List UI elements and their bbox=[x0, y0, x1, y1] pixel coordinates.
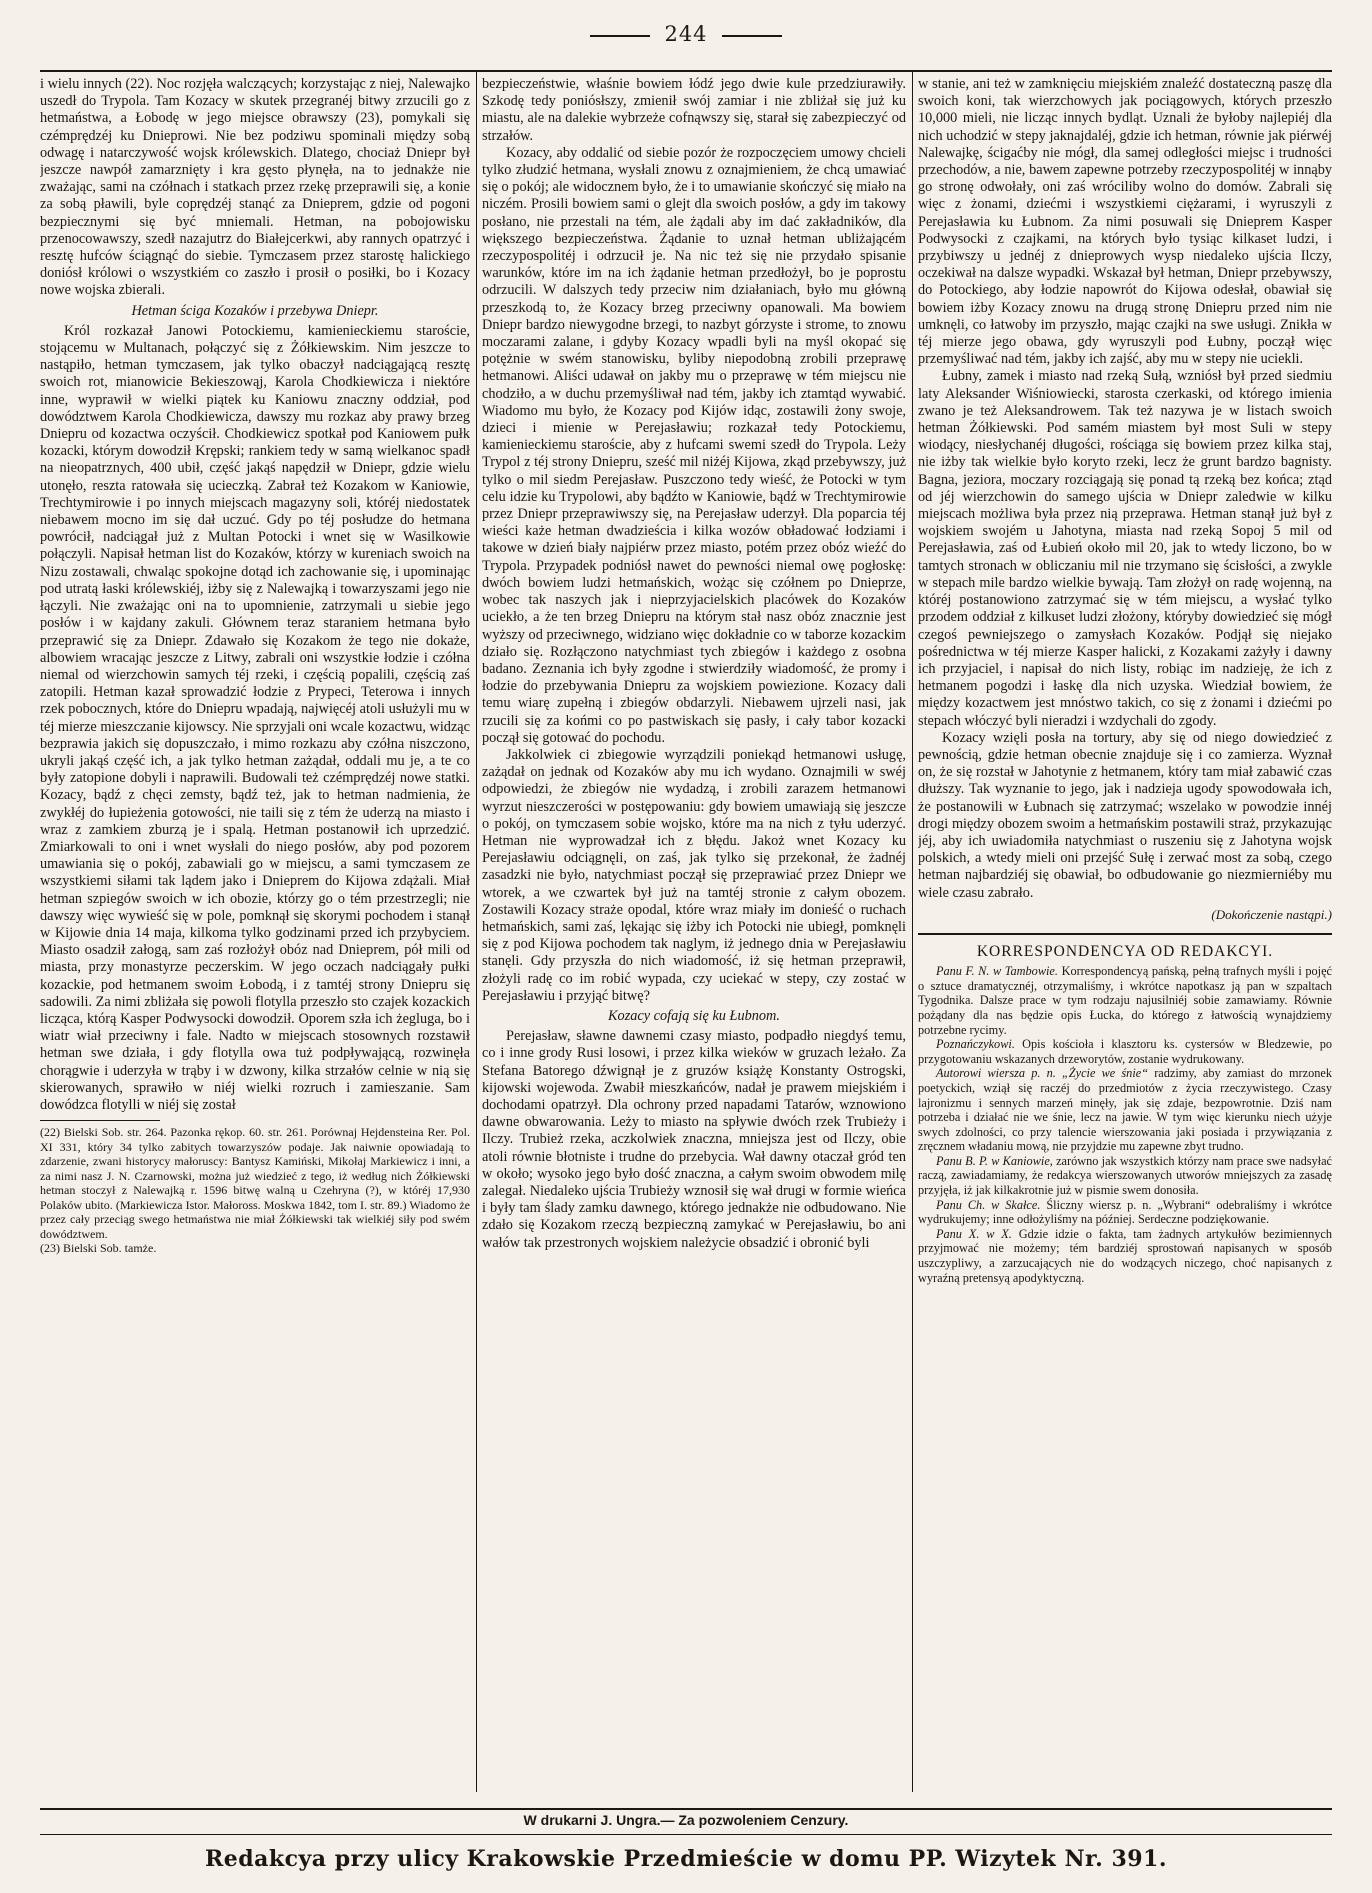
correspondence-addressee: Autorowi wiersza p. n. „Życie we śnie“ bbox=[936, 1066, 1149, 1081]
page-number-header bbox=[0, 22, 1372, 46]
column-2 bbox=[482, 76, 906, 1776]
correspondence-text: Gdzie idzie o fakta, tam żadnych artykułów bezimiennych przyjmować nie możemy; tém bardziéj sprostowań napisanych w sposób uszczypliwy, a zarzucających nie do wodzących niczego, choć napisanych z wyraźną pretensyą apodyktyczną. bbox=[918, 1226, 1332, 1285]
correspondence-addressee: Panu F. N. w Tambowie. bbox=[936, 964, 1058, 979]
correspondence-addressee: Panu B. P. w Kaniowie, bbox=[936, 1153, 1053, 1168]
header-rule-right bbox=[722, 35, 782, 37]
footnote-rule bbox=[40, 1120, 160, 1121]
column-2-paragraph: Perejasław, sławne dawnemi czasy miasto, podpadło niegdyś temu, co i inne grody Rusi losowi, i przez kilka wieków w gruzach leżało. Za Stefana Batorego dźwignął je z gruzów książę Konstanty Ostrogski, kijowski wojewoda. Zwabił mieszkańców, nadał je prawem miejskiém i dochodami opatrzył. Dla ochrony przed napadami Tatarów, wznowiono dawne obwarowania. Leży to miasto na spływie dwóch rzek Trubieży i Ilczy. Trubież rzeka, aczkolwiek znaczna, mniejsza jest od Ilczy, obie atoli równie błotniste i trudne do przebycia. Wał dawny otaczał gród ten w około; wysoko jego było dość znaczna, a całym swoim obwodem milę zalegał. Niedaleko ujścia Trubieży wznosił się wał drugi w formie wieńca i były tam ślady zamku dawnego, którego jednakże nie odbudowano. Nie zdało się Kozakom rzeczą bezpieczną zamykać w Perejasławiu, bo ani wałów tak przestronych wojskiem należycie obsadzić i obronić byli bbox=[482, 1028, 906, 1251]
footnote: (23) Bielski Sob. tamże. bbox=[40, 1241, 157, 1256]
column-divider-1 bbox=[476, 72, 477, 1792]
correspondence-item bbox=[918, 1037, 1332, 1066]
correspondence-item bbox=[918, 1154, 1332, 1198]
continuation-note: (Dokończenie nastąpi.) bbox=[1211, 906, 1332, 922]
footnote: (22) Bielski Sob. str. 264. Pazonka rękop. 60. str. 261. Porównaj Hejdensteina Rer. Pol. XI 331, który 34 tylko zabitych towarzyszów podaje. Jak naiwnie opowiadają to zdarzenie, zwani historycy małoruscy: Bantysz Kamiński, Mikołaj Markiewicz i inni, a za nimi nasz J. N. Czarnowski, można już wiedzieć z tego, iż według nich Żółkiewski hetman stoczył z Nalewajką r. 1596 bitwę walną u Czehryna (?), w któréj 17,930 Polaków ubito. (Markiewicza Istor. Małoross. Moskwa 1842, tom I. str. 89.) Wiadomo że przez cały przeciąg swego hetmaństwa nie miał Żółkiewski tak wielkiéj siły pod swém dowództwem. bbox=[40, 1125, 470, 1241]
correspondence-text: Śliczny wiersz p. n. „Wybrani“ odebraliśmy i wkrótce wydrukujemy; inne odłożyliśmy na później. Serdeczne podziękowanie. bbox=[918, 1197, 1332, 1227]
correspondence-section bbox=[918, 964, 1332, 1285]
correspondence-item bbox=[918, 1227, 1332, 1285]
correspondence-item bbox=[918, 964, 1332, 1037]
column-2-paragraph: Jakkolwiek ci zbiegowie wyrządzili poniekąd hetmanowi usługę, zażądał on jednak od Kozaków aby mu ich wydano. Oznajmili w swéj odpowiedzi, że zbiegów nie wydadzą, i zrobili zarazem hetmanowi wyrzut nieszczerości w postępowaniu: gdy bowiem umawiają się jeszcze o pokój, on tymczasem sobie wojsko, które ma na nich z tyłu uderzyć. Hetman nie wyprowadzał ich z błędu. Jakoż wnet Kozacy ku Perejasławiu odciągnęli, on zaś, jak tylko się przekonał, że żadnéj zasadzki nie było, natychmiast począł się przeprawiać przez Dniepr we wtorek, a we czwartek był już na tamtéj stronie z całym obozem. Zostawili Kozacy straże opodal, które wraz miały im donieść o ruchach hetmańskich, sami zaś, lękając się iżby ich Potocki nie ubiegł, pomknęli się z pod Kijowa pochodem tak naglym, iż jednego dnia w Perejasławiu stanęli. Gdy przyszła do nich wiadomość, iż się hetman przeprawił, złożyli radę co im robić wypada, czy uciekać w stepy, czy zostać w Perejasławiu i przyjąć bitwę? bbox=[482, 746, 906, 1004]
correspondence-text: radzimy, aby zamiast do mrzonek poetyckich, wziął się raczéj do przedmiotów z życia rzeczywistego. Czasy lajronizmu i sennych marzeń minęły, jak się zdaje, bezpowrotnie. Dziś nam potrzeba i działać nie we śnie, lecz na jawie. W tym więc kierunku niech użyje swych zdolności, co przy talencie wierszowania jaki posiada i przywiązania z zręcznem władaniu mową, nie przyjdzie mu zapewne zbyt trudno. bbox=[918, 1066, 1332, 1154]
correspondence-addressee: Panu X. w X. bbox=[936, 1226, 1012, 1241]
top-rule bbox=[40, 70, 1332, 72]
column-1 bbox=[40, 76, 470, 1801]
page-number: 244 bbox=[664, 22, 708, 46]
column-3-paragraph: Kozacy wzięli posła na tortury, aby się od niego dowiedzieć z pewnością, gdzie hetman obecnie znajduje się i co zamierza. Wyznał on, że się rozstał w Jahotynie z hetmanem, który tam miał zabawić czas dłuższy. Tak wyznanie to jego, jak i nadzieja ugody spowodowała ich, że postanowili w Łubnach się zatrzymać; wszelako w powodzie innéj drogi między obozem swoim a hetmańskim postawili straż, przykazując jéj, aby ich uwiadomiła natychmiast o ruszeniu się z Jahotyna wojsk polskich, a wtedy mieli oni przejść Sułę i zerwać most za sobą, czego hetman najbardziéj się obawiał, bo odbudowanie go niezmierniéby mu wiele czasu zabrało. bbox=[918, 729, 1332, 901]
column-3 bbox=[918, 76, 1332, 1776]
correspondence-text: zarówno jak wszystkich którzy nam prace swe nadsyłać raczą, zawiadamiamy, że redakcya wierszowanych utworów mniejszych za zasadę przyjęła, iż jak kilkakrotnie już w pismie swem donosiła. bbox=[918, 1153, 1332, 1198]
correspondence-addressee: Poznańczykowi. bbox=[936, 1037, 1015, 1052]
bottom-rule-thin bbox=[40, 1834, 1332, 1835]
section-subhead: Hetman ściga Kozaków i przebywa Dniepr. bbox=[131, 302, 379, 319]
printer-line: W drukarni J. Ungra.— Za pozwoleniem Cenzury. bbox=[523, 1812, 849, 1828]
correspondence-text: Korrespondencyą pańską, pełną trafnych myśli i pojęć o sztuce dramatycznéj, otrzymaliśmy, i wkrótce napotkasz ją pan w szpaltach Tygodnika. Dalsze prace w tym rodzaju najusilniéj sobie zamawiamy. Równie pożądany dla nas będzie opis Łucka, do którego z łatwością wynajdziemy potrzebne rycimy. bbox=[918, 964, 1332, 1037]
section-subhead: Kozacy cofają się ku Łubnom. bbox=[608, 1007, 780, 1024]
correspondence-addressee: Panu Ch. w Skałce. bbox=[936, 1197, 1041, 1212]
bottom-rule bbox=[40, 1808, 1332, 1810]
editorial-address: Redakcya przy ulicy Krakowskie Przedmieście w domu PP. Wizytek Nr. 391. bbox=[204, 1846, 1168, 1872]
column-1-paragraph: i wielu innych (22). Noc rozjęła walczących; korzystając z niej, Nalewajko uszedł do Trypola. Tam Kozacy w skutek przegranéj bitwy zrzucili go z hetmaństwa, a Łobodę w jego miejsce obrawszy (23), pomykali się czémprędzéj ku Dnieprowi. Nie bez podziwu spominali między sobą odwagę i natarczywość wojsk królewskich. Dlatego, chociaż Dniepr był jeszcze nawpół zamarznięty i kra gęsto płynęła, na to jednakże nie zważając, sami na czółnach i statkach przez rzekę przeprawili się, a konie za sobą pławili, byle coprędzéj stanąć za Dnieprem, gdzie od pogoni bezpiecznymi się być mniemali. Hetman, na pobojowisku przenocowawszy, szedł nazajutrz do Białejcerkwi, aby rannych opatrzyć i resztę hufców ściągnąć do siebie. Tymczasem przez starostę halickiego doniósł królowi o wszystkiém co zaszło i prosił o posiłki, bo i Kozacy nowe wojska zbierali. bbox=[40, 76, 470, 299]
correspondence-item bbox=[918, 1066, 1332, 1154]
correspondence-text: Opis kościoła i klasztoru ks. cystersów w Bledzewie, po przygotowaniu wskazanych drzeworytów, zostanie wydrukowany. bbox=[918, 1037, 1332, 1066]
column-2-paragraph: Kozacy, aby oddalić od siebie pozór że rozpoczęciem umowy chcieli tylko złudzić hetmana, wysłali znowu z oznajmieniem, że chcą umawiać się o pokój; ale widocznem było, że i to umawianie skończyć się miało na niczém. Prosili bowiem sami o glejt dla swoich posłów, a gdy im takowy posłano, nie przestali na tém, ale żądali aby im dać zakładników, dla większego bezpieczeństwa. Żądanie to uznał hetman ubliżającém rzeczypospolitéj i odrzucił je. Na nic też się nie przydało spisanie warunków, które im na ich żądanie hetman przedłożył, bo je poprostu odrzucili. W dalszych tedy przeciw nim działaniach, było mu główną przeszkodą to, że Kozacy brzeg przeciwny opanowali. Ma bowiem Dniepr bardzo niewygodne brzegi, to nazbyt górzyste i strome, to znowu moczarami zalane, i gdyby Kozacy wpadli byli na myśl okopać się potężnie w swém stanowisku, byliby niepodobną zrobili przeprawę hetmanowi. Aliści udawał on jakby mu o przeprawę w tém miejscu nie chodziło, a w duchu przemyśliwał nad tém, jakby ich ztamtąd wywabić. Wiadomo mu było, że Kozacy pod Kijów idąc, zostawili żony swoje, dzieci i mienie w Perejasławiu; rozkazał tedy Potockiemu, kamienieckiemu staroście, aby z hufcami swemi szedł do Trypola. Leży Trypol z téj strony Dniepru, sześć mil niżéj Kijowa, zkąd przebywszy, już tylko o mil siedm Perejasław. Puszczono tedy wieść, że Potocki w tym celu idzie ku Trypolowi, aby bądźto w Kaniowie, bądź w Trechtymirowie przez Dniepr przeprawiwszy się, na Perejasław uderzył. Dla poparcia téj wieści każe hetman dwadzieścia i kilka wozów obładować łodziami i takowe w dzień biały najpiérw przez miasto, potém przez obóz wieźć do Trypola. Przypadek podniósł nawet do pewności niemal owę pogłoskę: dwóch bowiem ludzi hetmańskich, wożąc się czółnem po Dnieprze, wobec tak naszych jak i nieprzyjacielskich placówek do Kozaków uciekło, a że ten brzeg Dniepru na którym stał nasz obóz znacznie jest wyższy od przeciwnego, widziano więc dokładnie co w taborze kozackim działo się. Rozłączono natychmiast tych zbiegów i każdego z osobna badano. Zeznania ich były zgodne i stwierdziły wiadomość, że promy i łodzie do przebywania Dniepru za wojskiem powiezione. Kozacy dali temu wiarę zupełną i zbiegów obdarzyli. Niebawem ujrzeli nasi, jak rzucili się za końmi co po pastwiskach się pasły, i cały tabor kozacki począł się gotować do pochodu. bbox=[482, 144, 906, 746]
header-rule-left bbox=[590, 35, 650, 37]
column-2-paragraph: bezpieczeństwie, właśnie bowiem łódź jego dwie kule przedziurawiły. Szkodę tedy poniósłszy, zmienił swój zamiar i nie zbliżał się już ku miastu, ale na dalekie wybrzeże cofnąwszy się, starał się zabezpieczyć od strzałów. bbox=[482, 76, 906, 144]
correspondence-item bbox=[918, 1198, 1332, 1227]
column-divider-2 bbox=[912, 72, 913, 1792]
column-1-paragraph: Król rozkazał Janowi Potockiemu, kamienieckiemu staroście, stojącemu w Multanach, połączyć się z Żółkiewskim. Nim jeszcze to nastąpiło, hetman tymczasem, jak tylko obaczył nadciągającą resztę swoich rot, mianowicie Bekieszowąj, Karola Chodkiewicza i niektóre inne, wyprawił w wielki piątek ku Kaniowu znaczny oddział, pod dowództwem Karola Chodkiewicza, dawszy mu rozkaz aby prawy brzeg Dniepru od kozactwa oczyścił. Chodkiewicz spotkał pod Kaniowem pułk kozacki, którym dowodził Krępski; rankiem tedy w samą wielkanoc spadł na nieopatrznych, 400 ubił, część jakąś napędził w Dniepr, gdzie wielu utonęło, reszta ratowała się ucieczką. Zabrał też Kozakom w Kaniowie, Trechtymirowie i po innych miejscach magazyny soli, któréj niedostatek niebawem mocno im się dał uczuć. Gdy po téj posłudze do hetmana powrócił, nadciągał już z Multan Potocki i wnet się w Wasilkowie połączyli. Napisał hetman list do Kozaków, którzy w kureniach swoich na Nizu zostawali, chwaląc spokojne dotąd ich zachowanie się, i upominając pod utratą łaski królewskiéj, iżby się z Nalewajką i towarzyszami jego nie łączyli. Nie zważając oni na to upomnienie, zatrzymali u siebie jego posłów i w kajdany zakuli. Głównem teraz staraniem hetmana było przeprawić się za Dniepr. Zdawało się Kozakom że tego nie dokaże, albowiem wracając jeszcze z Litwy, zabrali oni wszystkie łodzie i czółna niemal od wierzchowin samych téj rzeki, i częścią popalili, częścią zaś zatopili. Hetman kazał sprowadzić łodzie z Prypeci, Teterowa i innych rzek pobocznych, które do Dniepru wpadają, najwięcéj atoli usłużyli mu w téj mierze mieszczanie kijowscy. Nie sprzyjali oni wcale kozactwu, widząc bezprawia jakich się dopuszczało, i mimo rozkazu aby czółna niszczono, ukryli jakąś część ich, a jak tylko hetman zażądał, oddali mu je, a te co były zatopione dobyli i naprawili. Budowali też czémprędzéj nowe statki. Kozacy, bądź z chęci zemsty, bądź też, jak to hetman nadmienia, że zwykłéj do łupieżenia gotowości, nie taili się z tém że uderzą na miasto i wraz z zamkiem zburzą je i spalą. Hetman postanowił ich uprzedzić. Zmiarkowali to oni i wnet wysłali do niego posłów, aby pod pozorem umawiania się o pokój, zabawiali go w miejscu, a sami tymczasem ze wszystkiemi siłami tak lądem jako i Dnieprem do Kijowa zdążali. Miał hetman szpiegów swoich w ich obozie, którzy go o tém przestrzegli; nie dawszy więc wywieść się w pole, pomknął się skorymi pochodem i stanął w Kijowie dnia 14 maja, kilkoma tylko godzinami przed ich przybyciem. Miasto osadził załogą, sam zaś rozłożył obóz nad Dnieprem, pół mili od miasta, przy monastyrze peczerskim. W jego oczach nadciągały pułki kozackie, pod hetmanem swoim Łobodą, i z tamtéj strony Dniepru się sadowili. Za nimi zbliżała się powoli flotylla przeszło sto czajek kozackich licząca, którą Kasper Podwysocki dowodził. Oporem szła ich żegluga, bo i wiatr wiał przeciwny i fale. Nadto w miejscach stosownych rozstawił hetman swe działa, i gdy flotylla owa tuż podpływającą, rozwinęła chorągwie i uderzyła w trąby i w dzwony, kilka strzałów celnie w nią się skierowanych, sprawiło w niéj wielki rozruch i zamieszanie. Sam dowódzca flotylli w niéj się został bbox=[40, 322, 470, 1113]
column-3-paragraph: Łubny, zamek i miasto nad rzeką Sułą, wzniósł był przed siedmiu laty Aleksander Wiśniowiecki, starosta czerkaski, od którego imienia zwano je też Aleksandrowem. Tak też nazywa je w listach swoich hetman Żółkiewski. Pod samém miastem był most Suli w stepy wiodący, niesłychanéj długości, rościąga się bowiem przez kilka staj, nie iżby tak wielkie było koryto rzeki, lecz że grunt bardzo bagnisty. Bagna, jeziora, moczary rozciągają się ponad tą rzeką bez końca; ztąd od jéj wierzchowin do samego ujścia w Dniepr zaledwie w kilku miejscach możliwa była przez nią przeprawa. Hetman stanął już był z wojskiem swojém u Jahotyna, miasta nad rzeką Sopoj 5 mil od Perejasławia, zaś od Łubień około mil 20, jak to wtedy liczono, bo w tamtych stronach w obliczaniu mil nie trzymano się ścisłości, a zwykle w stepach mile bardzo wielkie bywają. Tam złożył on radę wojenną, na któréj postanowiono zatrzymać się w tém miejscu, a wysłać tylko przodem oddział z kilkuset ludzi złożony, któryby dowiedzieć się mógł czegoś pewniejszego o zamysłach Kozaków. Podjął się niejako pośrednictwa w téj mierze Kasper halicki, z Kozakami zażyły i dawny ich przyjaciel, i napisał do nich listy, robiąc im nadzieję, że ich z hetmanem pogodzi i łaskę dla nich uzyska. Wiedział bowiem, że między kozactwem jest mnóstwo takich, co się z żonami i dziećmi po stepach włóczyć byli nieradzi i wzdychali do zgody. bbox=[918, 368, 1332, 729]
correspondence-title: KORRESPONDENCYA OD REDAKCYI. bbox=[918, 933, 1332, 960]
column-3-paragraph: w stanie, ani też w zamknięciu miejskiém znaleźć dostateczną paszę dla swoich koni, tak wierzchowych jak pociągowych, których przeszło 10,000 mieli, nie licząc innych bydląt. Uznali że byłoby najlepiéj dla nich uchodzić w stepy jaknajdaléj, gdzie ich hetman, równie jak piérwéj Nalewajkę, ścigaćby nie mógł, dla samej odległości miejsc i trudności przechodów, a nie, bawem zapewne potrzeby rzeczypospolitéj w innąby go stronę odwołały, oni zaś wróciliby wolno do domów. Zabrali się więc z żonami, dziećmi i wszystkiemi ciężarami, i wyruszyli z Perejasławia ku Łubnom. Za nimi posuwali się Dnieprem Kasper Podwysocki z czajkami, na których było tysiąc kilkaset ludzi, i przybiwszy u jednéj z dnieprowych wysp niedaleko ujścia Ilczy, oczekiwał na dalsze wypadki. Wskazał był hetman, Dniepr przebywszy, do Potockiego, aby łodzie napowrót do Kijowa odesłał, obawiał się bowiem iżby Kozacy znowu na drugą stronę Dniepru przed nim nie umknęli, co łatwoby im przyszło, mając czajki na swe usługi. Znikła w téj mierze jego obawa, gdy wyruszyli pod Łubny, począł więc przemyśliwać nad tém, jakby ich zajść, aby mu w stepy nie uciekli. bbox=[918, 76, 1332, 368]
